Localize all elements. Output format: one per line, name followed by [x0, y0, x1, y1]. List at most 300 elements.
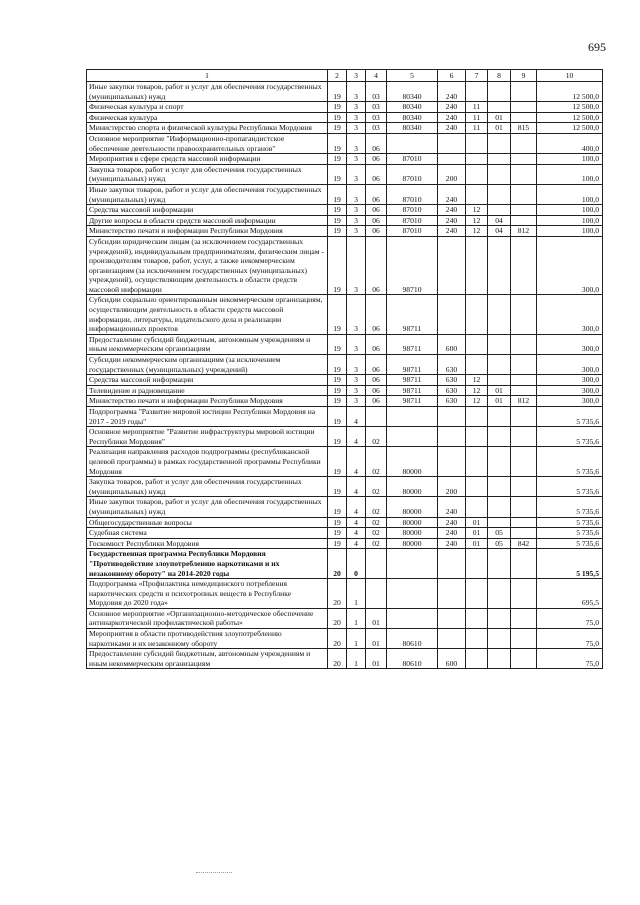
row-code-c7: 11 — [466, 102, 488, 113]
row-code-c6: 240 — [438, 123, 466, 134]
row-code-c9 — [511, 385, 537, 396]
row-code-c6: 630 — [438, 375, 466, 386]
row-amount: 695,5 — [537, 579, 603, 609]
row-code-c8 — [488, 497, 511, 517]
row-code-c7 — [466, 355, 488, 375]
row-code-c8 — [488, 517, 511, 528]
row-amount: 100,0 — [537, 205, 603, 216]
row-code-c5: 80000 — [387, 477, 438, 497]
row-code-c3: 4 — [347, 528, 366, 539]
row-code-c6: 240 — [438, 82, 466, 102]
row-code-c7: 01 — [466, 528, 488, 539]
table-row — [87, 447, 603, 477]
row-code-c6: 240 — [438, 112, 466, 123]
row-title: Государственная программа Республики Мордовия "Противодействие злоупотреблению наркотиками и их незаконному обороту" на 2014-2020 годы — [87, 549, 328, 579]
row-code-c2: 19 — [328, 226, 347, 237]
row-code-c7 — [466, 184, 488, 204]
row-code-c2: 19 — [328, 385, 347, 396]
row-code-c4: 03 — [366, 82, 387, 102]
row-code-c2: 19 — [328, 538, 347, 549]
row-code-c7 — [466, 407, 488, 427]
row-code-c9: 812 — [511, 226, 537, 237]
row-code-c7: 11 — [466, 112, 488, 123]
row-code-c2: 19 — [328, 447, 347, 477]
row-amount: 100,0 — [537, 184, 603, 204]
table-row — [87, 427, 603, 447]
row-code-c4: 01 — [366, 629, 387, 649]
row-code-c8: 05 — [488, 538, 511, 549]
row-code-c9 — [511, 82, 537, 102]
row-code-c5: 80000 — [387, 538, 438, 549]
row-code-c5: 87010 — [387, 226, 438, 237]
row-code-c8 — [488, 427, 511, 447]
row-code-c6 — [438, 608, 466, 628]
row-code-c4: 03 — [366, 102, 387, 113]
row-code-c6 — [438, 407, 466, 427]
row-code-c7 — [466, 133, 488, 153]
row-amount: 5 735,6 — [537, 427, 603, 447]
row-code-c7: 12 — [466, 226, 488, 237]
row-code-c7 — [466, 295, 488, 334]
row-code-c9 — [511, 184, 537, 204]
row-amount: 100,0 — [537, 226, 603, 237]
row-code-c8: 01 — [488, 385, 511, 396]
row-code-c4: 01 — [366, 608, 387, 628]
row-code-c9 — [511, 205, 537, 216]
table-row — [87, 549, 603, 579]
row-title: Иные закупки товаров, работ и услуг для обеспечения государственных (муниципальных) нужд — [87, 184, 328, 204]
row-title: Физическая культура — [87, 112, 328, 123]
row-code-c4: 02 — [366, 497, 387, 517]
row-code-c5: 98711 — [387, 295, 438, 334]
row-title: Физическая культура и спорт — [87, 102, 328, 113]
table-row — [87, 375, 603, 386]
row-title: Судебная система — [87, 528, 328, 539]
row-code-c5: 80340 — [387, 123, 438, 134]
row-code-c5: 80000 — [387, 528, 438, 539]
row-title: Реализация направления расходов подпрограммы (республиканской целевой программы) в рамках государственной программы Республики Мордовия — [87, 447, 328, 477]
row-amount: 12 500,0 — [537, 112, 603, 123]
row-code-c3: 3 — [347, 205, 366, 216]
budget-table-container — [86, 69, 602, 669]
row-code-c8: 05 — [488, 528, 511, 539]
table-row — [87, 82, 603, 102]
row-code-c3: 4 — [347, 517, 366, 528]
row-amount: 300,0 — [537, 334, 603, 354]
row-title: Основное мероприятие «Организационно-методическое обеспечение антинаркотической профилактической работы» — [87, 608, 328, 628]
row-code-c2: 19 — [328, 355, 347, 375]
row-code-c3: 3 — [347, 133, 366, 153]
row-code-c3: 3 — [347, 226, 366, 237]
row-code-c2: 19 — [328, 154, 347, 165]
row-code-c3: 3 — [347, 184, 366, 204]
row-code-c4: 06 — [366, 133, 387, 153]
row-code-c2: 19 — [328, 375, 347, 386]
row-code-c7 — [466, 334, 488, 354]
row-code-c5 — [387, 407, 438, 427]
row-title: Закупка товаров, работ и услуг для обеспечения государственных (муниципальных) нужд — [87, 477, 328, 497]
row-code-c5 — [387, 133, 438, 153]
row-code-c7 — [466, 164, 488, 184]
row-code-c4 — [366, 407, 387, 427]
row-code-c3: 0 — [347, 549, 366, 579]
row-code-c9 — [511, 133, 537, 153]
row-code-c9 — [511, 447, 537, 477]
row-code-c6 — [438, 236, 466, 295]
row-code-c6: 630 — [438, 385, 466, 396]
row-code-c2: 19 — [328, 82, 347, 102]
row-code-c8: 04 — [488, 226, 511, 237]
table-row — [87, 407, 603, 427]
row-amount: 400,0 — [537, 133, 603, 153]
row-code-c8 — [488, 205, 511, 216]
header-cell: 9 — [511, 70, 537, 82]
row-code-c4 — [366, 549, 387, 579]
row-code-c5 — [387, 549, 438, 579]
row-code-c6 — [438, 447, 466, 477]
header-cell: 5 — [387, 70, 438, 82]
row-code-c4: 06 — [366, 205, 387, 216]
row-code-c9 — [511, 334, 537, 354]
table-row — [87, 215, 603, 226]
row-amount: 300,0 — [537, 295, 603, 334]
row-code-c3: 4 — [347, 497, 366, 517]
row-amount: 5 195,5 — [537, 549, 603, 579]
row-code-c6: 240 — [438, 184, 466, 204]
row-code-c3: 3 — [347, 112, 366, 123]
row-code-c8 — [488, 649, 511, 669]
row-code-c9: 842 — [511, 538, 537, 549]
row-amount: 12 500,0 — [537, 102, 603, 113]
row-code-c7 — [466, 649, 488, 669]
row-code-c6 — [438, 549, 466, 579]
row-code-c7: 01 — [466, 538, 488, 549]
row-title: Предоставление субсидий бюджетным, автономным учреждениям и иным некоммерческим организациям — [87, 649, 328, 669]
row-amount: 300,0 — [537, 385, 603, 396]
row-code-c5: 80000 — [387, 497, 438, 517]
table-row — [87, 385, 603, 396]
header-cell: 1 — [87, 70, 328, 82]
row-code-c7 — [466, 579, 488, 609]
row-code-c8 — [488, 334, 511, 354]
row-code-c8: 01 — [488, 123, 511, 134]
row-code-c3: 3 — [347, 102, 366, 113]
row-code-c4: 06 — [366, 236, 387, 295]
row-code-c5: 98711 — [387, 334, 438, 354]
table-row — [87, 355, 603, 375]
row-amount: 5 735,6 — [537, 497, 603, 517]
row-title: Министерство спорта и физической культуры Республики Мордовия — [87, 123, 328, 134]
row-title: Закупка товаров, работ и услуг для обеспечения государственных (муниципальных) нужд — [87, 164, 328, 184]
row-code-c9 — [511, 427, 537, 447]
row-amount: 300,0 — [537, 355, 603, 375]
row-amount: 75,0 — [537, 608, 603, 628]
row-code-c2: 19 — [328, 184, 347, 204]
row-code-c4: 02 — [366, 447, 387, 477]
row-code-c3: 1 — [347, 629, 366, 649]
row-title: Телевидение и радиовещание — [87, 385, 328, 396]
row-code-c8: 04 — [488, 215, 511, 226]
row-code-c5: 80340 — [387, 82, 438, 102]
row-code-c8 — [488, 355, 511, 375]
row-code-c8 — [488, 236, 511, 295]
row-title: Субсидии социально ориентированным некоммерческим организациям, осуществляющим деятельность в области средств массовой информации, литературы, издательского дела и реализации информационных проектов — [87, 295, 328, 334]
row-title: Общегосударственные вопросы — [87, 517, 328, 528]
row-code-c6: 630 — [438, 396, 466, 407]
row-title: Подпрограмма "Развитие мировой юстиции Республики Мордовия на 2017 - 2019 годы" — [87, 407, 328, 427]
scan-mark — [196, 872, 232, 874]
row-code-c2: 19 — [328, 295, 347, 334]
row-code-c6 — [438, 579, 466, 609]
table-row — [87, 649, 603, 669]
row-code-c2: 19 — [328, 334, 347, 354]
header-cell: 2 — [328, 70, 347, 82]
budget-table — [86, 69, 603, 669]
row-code-c4: 02 — [366, 477, 387, 497]
row-code-c9 — [511, 549, 537, 579]
row-code-c3: 3 — [347, 385, 366, 396]
table-row — [87, 123, 603, 134]
row-code-c9 — [511, 649, 537, 669]
row-code-c3: 4 — [347, 538, 366, 549]
row-code-c2: 19 — [328, 133, 347, 153]
table-row — [87, 205, 603, 216]
row-amount: 5 735,6 — [537, 407, 603, 427]
table-row — [87, 396, 603, 407]
header-row — [87, 70, 603, 82]
row-title: Основное мероприятие "Информационно-пропагандистское обеспечение деятельности правоохранительных органов" — [87, 133, 328, 153]
row-code-c2: 19 — [328, 477, 347, 497]
row-code-c4: 06 — [366, 355, 387, 375]
row-code-c4: 06 — [366, 226, 387, 237]
row-code-c6: 630 — [438, 355, 466, 375]
row-title: Предоставление субсидий бюджетным, автономным учреждениям и иным некоммерческим организациям — [87, 334, 328, 354]
row-code-c7: 12 — [466, 215, 488, 226]
row-code-c3: 1 — [347, 649, 366, 669]
row-code-c3: 1 — [347, 608, 366, 628]
row-code-c3: 3 — [347, 123, 366, 134]
row-code-c5: 80340 — [387, 112, 438, 123]
row-code-c7 — [466, 497, 488, 517]
row-code-c8 — [488, 102, 511, 113]
row-title: Средства массовой информации — [87, 375, 328, 386]
row-title: Средства массовой информации — [87, 205, 328, 216]
row-code-c5: 87010 — [387, 205, 438, 216]
row-code-c6: 240 — [438, 517, 466, 528]
row-code-c8 — [488, 82, 511, 102]
row-code-c3: 3 — [347, 334, 366, 354]
row-code-c5: 80610 — [387, 629, 438, 649]
row-code-c7: 12 — [466, 385, 488, 396]
row-code-c9 — [511, 215, 537, 226]
row-code-c2: 20 — [328, 629, 347, 649]
table-row — [87, 517, 603, 528]
row-code-c2: 19 — [328, 396, 347, 407]
row-code-c5: 98711 — [387, 355, 438, 375]
row-code-c4: 06 — [366, 375, 387, 386]
row-code-c2: 19 — [328, 164, 347, 184]
row-code-c6 — [438, 427, 466, 447]
row-code-c4: 06 — [366, 295, 387, 334]
row-code-c8 — [488, 549, 511, 579]
row-title: Субсидии юридическим лицам (за исключением государственных учреждений), индивидуальным предпринимателям, физическим лицам - производителям товаров, работ, услуг, а также некоммерческим организациям (за исключением государственных (муниципальных) учреждений), осуществляющим деятельность в области средств массовой информации — [87, 236, 328, 295]
row-code-c7 — [466, 427, 488, 447]
table-row — [87, 629, 603, 649]
row-code-c5: 98710 — [387, 236, 438, 295]
row-code-c2: 20 — [328, 649, 347, 669]
row-code-c9 — [511, 236, 537, 295]
row-code-c5: 98711 — [387, 375, 438, 386]
row-code-c3: 3 — [347, 82, 366, 102]
row-amount: 75,0 — [537, 649, 603, 669]
table-row — [87, 164, 603, 184]
row-amount: 5 735,6 — [537, 538, 603, 549]
row-code-c4: 06 — [366, 334, 387, 354]
row-code-c2: 19 — [328, 102, 347, 113]
row-title: Министерство печати и информации Республики Мордовия — [87, 396, 328, 407]
row-title: Мероприятия в сфере средств массовой информации — [87, 154, 328, 165]
row-code-c6 — [438, 154, 466, 165]
row-code-c3: 4 — [347, 427, 366, 447]
row-title: Мероприятия в области противодействия злоупотреблению наркотиками и их незаконному обороту — [87, 629, 328, 649]
row-code-c9 — [511, 528, 537, 539]
row-code-c6 — [438, 629, 466, 649]
row-code-c5: 80610 — [387, 649, 438, 669]
row-code-c9 — [511, 608, 537, 628]
row-code-c9 — [511, 102, 537, 113]
row-amount: 300,0 — [537, 236, 603, 295]
row-code-c3: 4 — [347, 447, 366, 477]
row-code-c9 — [511, 295, 537, 334]
header-cell: 4 — [366, 70, 387, 82]
row-code-c6: 240 — [438, 226, 466, 237]
row-code-c7 — [466, 608, 488, 628]
row-code-c6: 240 — [438, 538, 466, 549]
row-code-c8 — [488, 579, 511, 609]
row-code-c8 — [488, 154, 511, 165]
row-amount: 100,0 — [537, 164, 603, 184]
table-row — [87, 334, 603, 354]
row-amount: 5 735,6 — [537, 528, 603, 539]
row-code-c6: 200 — [438, 164, 466, 184]
row-code-c9 — [511, 355, 537, 375]
row-code-c5: 80000 — [387, 517, 438, 528]
row-code-c2: 19 — [328, 112, 347, 123]
row-code-c7 — [466, 549, 488, 579]
row-code-c9 — [511, 517, 537, 528]
row-code-c3: 4 — [347, 477, 366, 497]
row-code-c7 — [466, 447, 488, 477]
row-amount: 300,0 — [537, 375, 603, 386]
row-amount: 5 735,6 — [537, 447, 603, 477]
row-code-c4 — [366, 579, 387, 609]
row-code-c5: 98711 — [387, 396, 438, 407]
row-code-c2: 19 — [328, 427, 347, 447]
table-row — [87, 102, 603, 113]
row-code-c2: 19 — [328, 407, 347, 427]
table-row — [87, 112, 603, 123]
row-amount: 300,0 — [537, 396, 603, 407]
row-code-c8 — [488, 375, 511, 386]
row-code-c5: 87010 — [387, 184, 438, 204]
row-code-c4: 01 — [366, 649, 387, 669]
row-code-c6: 240 — [438, 102, 466, 113]
row-code-c2: 19 — [328, 205, 347, 216]
row-code-c4: 02 — [366, 538, 387, 549]
row-code-c3: 3 — [347, 295, 366, 334]
row-code-c8: 01 — [488, 396, 511, 407]
row-code-c7 — [466, 154, 488, 165]
row-code-c9: 812 — [511, 396, 537, 407]
row-code-c5 — [387, 579, 438, 609]
row-code-c3: 3 — [347, 236, 366, 295]
row-title: Госкомюст Республики Мордовия — [87, 538, 328, 549]
row-title: Субсидии некоммерческим организациям (за исключением государственных (муниципальных) учреждений) — [87, 355, 328, 375]
row-code-c3: 3 — [347, 215, 366, 226]
table-row — [87, 295, 603, 334]
row-code-c4: 02 — [366, 528, 387, 539]
row-code-c9 — [511, 164, 537, 184]
row-amount: 12 500,0 — [537, 82, 603, 102]
row-code-c4: 06 — [366, 184, 387, 204]
row-code-c2: 19 — [328, 215, 347, 226]
row-code-c8 — [488, 133, 511, 153]
row-code-c4: 06 — [366, 385, 387, 396]
row-code-c2: 19 — [328, 517, 347, 528]
row-code-c5 — [387, 427, 438, 447]
row-code-c5: 80340 — [387, 102, 438, 113]
row-code-c6: 240 — [438, 205, 466, 216]
row-code-c3: 3 — [347, 355, 366, 375]
table-row — [87, 608, 603, 628]
row-code-c2: 20 — [328, 549, 347, 579]
row-code-c3: 4 — [347, 407, 366, 427]
row-code-c2: 20 — [328, 579, 347, 609]
header-cell: 8 — [488, 70, 511, 82]
row-code-c8 — [488, 184, 511, 204]
row-code-c6: 200 — [438, 477, 466, 497]
row-code-c9 — [511, 477, 537, 497]
table-row — [87, 528, 603, 539]
row-code-c9: 815 — [511, 123, 537, 134]
row-code-c4: 06 — [366, 154, 387, 165]
row-code-c8 — [488, 608, 511, 628]
row-code-c9 — [511, 407, 537, 427]
row-title: Иные закупки товаров, работ и услуг для обеспечения государственных (муниципальных) нужд — [87, 497, 328, 517]
row-code-c5: 98711 — [387, 385, 438, 396]
row-code-c7: 12 — [466, 396, 488, 407]
row-code-c6 — [438, 295, 466, 334]
row-code-c2: 19 — [328, 528, 347, 539]
table-row — [87, 538, 603, 549]
row-code-c4: 06 — [366, 164, 387, 184]
row-title: Основное мероприятие "Развитие инфраструктуры мировой юстиции Республики Мордовия" — [87, 427, 328, 447]
table-row — [87, 477, 603, 497]
row-code-c7: 11 — [466, 123, 488, 134]
row-code-c7: 12 — [466, 205, 488, 216]
row-code-c8 — [488, 164, 511, 184]
row-code-c6: 600 — [438, 649, 466, 669]
row-title: Иные закупки товаров, работ и услуг для обеспечения государственных (муниципальных) нужд — [87, 82, 328, 102]
row-amount: 5 735,6 — [537, 477, 603, 497]
row-code-c4: 02 — [366, 427, 387, 447]
row-code-c4: 03 — [366, 123, 387, 134]
row-amount: 5 735,6 — [537, 517, 603, 528]
row-code-c9 — [511, 154, 537, 165]
row-code-c6: 240 — [438, 497, 466, 517]
row-code-c7 — [466, 82, 488, 102]
row-code-c6 — [438, 133, 466, 153]
